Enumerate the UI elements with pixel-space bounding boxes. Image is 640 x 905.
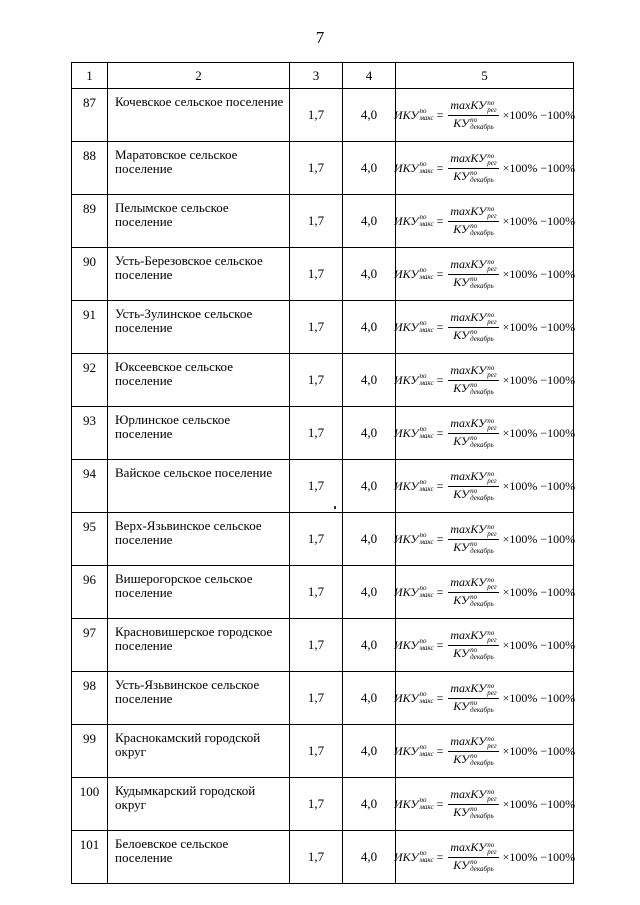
formula-lhs: ИКУ — [393, 107, 419, 122]
formula-tail: ×100% −100% — [502, 319, 576, 334]
formula-num-sup: по — [487, 628, 495, 637]
value-col-3: 1,7 — [290, 725, 343, 778]
formula-lhs-sub: макс — [419, 379, 434, 387]
row-number: 99 — [72, 725, 108, 778]
settlement-name: Красновишерское городское поселение — [108, 619, 290, 672]
formula-lhs-sup: по — [419, 372, 427, 380]
value-col-4: 4,0 — [343, 831, 396, 884]
settlement-name: Юрлинское сельское поселение — [108, 407, 290, 460]
formula-eq: = — [436, 107, 444, 122]
value-col-3: 1,7 — [290, 301, 343, 354]
formula-denominator: КУ — [453, 327, 470, 342]
formula-lhs-sup: по — [419, 637, 427, 645]
formula-eq: = — [436, 266, 444, 281]
formula-num-sup: по — [487, 734, 495, 743]
formula-eq: = — [436, 637, 444, 652]
formula-num-sub: рег — [487, 529, 497, 538]
formula-den-sub: декабрь — [470, 228, 494, 237]
value-col-4: 4,0 — [343, 248, 396, 301]
table-row — [72, 460, 574, 513]
formula-den-sup: по — [470, 327, 478, 336]
formula-lhs-sup: по — [419, 743, 427, 751]
table-row — [72, 778, 574, 831]
value-col-4: 4,0 — [343, 460, 396, 513]
formula-cell — [393, 460, 576, 513]
formula-lhs-sub: макс — [419, 750, 434, 758]
formula — [393, 469, 576, 502]
row-number: 95 — [72, 513, 108, 566]
formula-num-sup: по — [487, 416, 495, 425]
formula-num-sub: рег — [487, 741, 497, 750]
table-row — [72, 831, 574, 884]
table-row — [72, 89, 574, 142]
formula-lhs-sub: макс — [419, 220, 434, 228]
formula-cell — [393, 89, 576, 142]
formula-lhs-sup: по — [419, 319, 427, 327]
table-row — [72, 195, 574, 248]
formula-den-sub: декабрь — [470, 387, 494, 396]
formula-den-sup: по — [470, 274, 478, 283]
formula-denominator: КУ — [453, 857, 470, 872]
formula-numerator: maxКУ — [450, 681, 487, 696]
row-number: 90 — [72, 248, 108, 301]
formula-den-sub: декабрь — [470, 175, 494, 184]
formula-numerator: maxКУ — [450, 98, 487, 113]
formula — [393, 310, 576, 343]
formula-denominator: КУ — [453, 539, 470, 554]
formula-num-sub: рег — [487, 423, 497, 432]
formula-tail: ×100% −100% — [502, 637, 576, 652]
formula-denominator: КУ — [453, 115, 470, 130]
formula — [393, 575, 576, 608]
formula-den-sub: декабрь — [470, 652, 494, 661]
formula-lhs: ИКУ — [393, 531, 419, 546]
formula-den-sup: по — [470, 698, 478, 707]
formula-num-sup: по — [487, 840, 495, 849]
row-number: 101 — [72, 831, 108, 884]
formula-cell — [393, 725, 576, 778]
formula-numerator: maxКУ — [450, 787, 487, 802]
table-row — [72, 672, 574, 725]
formula-fraction — [448, 735, 498, 767]
formula-num-sub: рег — [487, 688, 497, 697]
formula-cell — [393, 566, 576, 619]
value-col-4: 4,0 — [343, 725, 396, 778]
formula-lhs-sub: макс — [419, 803, 434, 811]
formula-num-sup: по — [487, 522, 495, 531]
row-number: 97 — [72, 619, 108, 672]
formula-denominator: КУ — [453, 433, 470, 448]
formula-fraction — [448, 788, 498, 820]
formula-cell — [393, 778, 576, 831]
formula-tail: ×100% −100% — [502, 478, 576, 493]
settlement-name: Вайское сельское поселение — [108, 460, 290, 513]
value-col-4: 4,0 — [343, 142, 396, 195]
formula-fraction — [448, 311, 498, 343]
settlement-name: Усть-Язьвинское сельское поселение — [108, 672, 290, 725]
formula-num-sup: по — [487, 310, 495, 319]
formula-num-sup: по — [487, 98, 495, 107]
formula-den-sup: по — [470, 804, 478, 813]
formula-lhs-sup: по — [419, 213, 427, 221]
value-col-4: 4,0 — [343, 672, 396, 725]
header-col-5: 5 — [396, 63, 574, 89]
settlement-name: Кудымкарский городской округ — [108, 778, 290, 831]
formula-lhs-sup: по — [419, 584, 427, 592]
formula-eq: = — [436, 213, 444, 228]
value-col-3: 1,7 — [290, 248, 343, 301]
formula-numerator: maxКУ — [450, 575, 487, 590]
formula-lhs-sup: по — [419, 849, 427, 857]
formula-cell — [393, 672, 576, 725]
formula-lhs: ИКУ — [393, 849, 419, 864]
formula-lhs-sub: макс — [419, 644, 434, 652]
formula-tail: ×100% −100% — [502, 531, 576, 546]
formula-den-sup: по — [470, 221, 478, 230]
formula-num-sub: рег — [487, 635, 497, 644]
formula-denominator: КУ — [453, 804, 470, 819]
header-col-2: 2 — [108, 63, 290, 89]
formula-lhs: ИКУ — [393, 213, 419, 228]
formula-den-sub: декабрь — [470, 811, 494, 820]
formula-lhs: ИКУ — [393, 584, 419, 599]
row-number: 96 — [72, 566, 108, 619]
formula-den-sup: по — [470, 115, 478, 124]
formula-eq: = — [436, 372, 444, 387]
value-col-3: 1,7 — [290, 354, 343, 407]
formula-denominator: КУ — [453, 486, 470, 501]
formula-fraction — [448, 682, 498, 714]
settlement-name: Верх-Язьвинское сельское поселение — [108, 513, 290, 566]
formula-cell — [393, 354, 576, 407]
formula-cell — [393, 513, 576, 566]
formula-denominator: КУ — [453, 698, 470, 713]
formula-cell — [393, 248, 576, 301]
table-row — [72, 619, 574, 672]
formula-lhs-sub: макс — [419, 485, 434, 493]
settlement-name: Белоевское сельское поселение — [108, 831, 290, 884]
formula-num-sub: рег — [487, 211, 497, 220]
row-number: 89 — [72, 195, 108, 248]
header-col-4: 4 — [343, 63, 396, 89]
formula — [393, 628, 576, 661]
formula-lhs: ИКУ — [393, 319, 419, 334]
formula-numerator: maxКУ — [450, 628, 487, 643]
settlement-name: Пелымское сельское поселение — [108, 195, 290, 248]
formula-den-sub: декабрь — [470, 493, 494, 502]
formula — [393, 204, 576, 237]
value-col-3: 1,7 — [290, 619, 343, 672]
value-col-3: 1,7 — [290, 831, 343, 884]
formula-fraction — [448, 152, 498, 184]
formula — [393, 257, 576, 290]
value-col-4: 4,0 — [343, 195, 396, 248]
value-col-3: 1,7 — [290, 672, 343, 725]
formula-den-sup: по — [470, 168, 478, 177]
formula-fraction — [448, 258, 498, 290]
formula-num-sup: по — [487, 204, 495, 213]
table-row — [72, 248, 574, 301]
formula-lhs-sup: по — [419, 107, 427, 115]
formula-eq: = — [436, 743, 444, 758]
formula-eq: = — [436, 478, 444, 493]
formula — [393, 734, 576, 767]
formula-lhs-sub: макс — [419, 273, 434, 281]
formula-lhs-sup: по — [419, 690, 427, 698]
formula-num-sub: рег — [487, 847, 497, 856]
formula-fraction — [448, 841, 498, 873]
value-col-4: 4,0 — [343, 619, 396, 672]
formula-tail: ×100% −100% — [502, 372, 576, 387]
formula-den-sub: декабрь — [470, 122, 494, 131]
formula-lhs: ИКУ — [393, 372, 419, 387]
formula-lhs-sup: по — [419, 531, 427, 539]
formula-fraction — [448, 470, 498, 502]
formula-fraction — [448, 629, 498, 661]
formula-numerator: maxКУ — [450, 204, 487, 219]
formula-den-sup: по — [470, 486, 478, 495]
formula-lhs: ИКУ — [393, 425, 419, 440]
formula-tail: ×100% −100% — [502, 213, 576, 228]
formula-fraction — [448, 576, 498, 608]
formula — [393, 522, 576, 555]
formula — [393, 840, 576, 873]
formula-num-sub: рег — [487, 317, 497, 326]
value-col-3: 1,7 — [290, 142, 343, 195]
formula-eq: = — [436, 690, 444, 705]
formula-cell — [393, 619, 576, 672]
formula-tail: ×100% −100% — [502, 584, 576, 599]
formula-cell — [393, 301, 576, 354]
value-col-3: 1,7 — [290, 89, 343, 142]
value-col-3: 1,7 — [290, 460, 343, 513]
formula-den-sup: по — [470, 857, 478, 866]
formula-numerator: maxКУ — [450, 363, 487, 378]
page-number: 7 — [315, 28, 325, 47]
formula-lhs: ИКУ — [393, 266, 419, 281]
formula-numerator: maxКУ — [450, 734, 487, 749]
header-row — [72, 63, 574, 89]
formula-den-sub: декабрь — [470, 546, 494, 555]
value-col-3: 1,7 — [290, 195, 343, 248]
formula-lhs-sub: макс — [419, 538, 434, 546]
formula-denominator: КУ — [453, 751, 470, 766]
formula — [393, 363, 576, 396]
formula — [393, 98, 576, 131]
formula-tail: ×100% −100% — [502, 266, 576, 281]
formula-lhs: ИКУ — [393, 637, 419, 652]
row-number: 94 — [72, 460, 108, 513]
formula-num-sub: рег — [487, 158, 497, 167]
settlement-name: Юксеевское сельское поселение — [108, 354, 290, 407]
header-col-3: 3 — [290, 63, 343, 89]
formula-numerator: maxКУ — [450, 416, 487, 431]
formula-lhs-sub: макс — [419, 856, 434, 864]
formula-den-sub: декабрь — [470, 705, 494, 714]
formula-lhs: ИКУ — [393, 160, 419, 175]
value-col-3: 1,7 — [290, 566, 343, 619]
formula-num-sub: рег — [487, 476, 497, 485]
formula-lhs-sub: макс — [419, 432, 434, 440]
table-row — [72, 513, 574, 566]
formula-num-sup: по — [487, 257, 495, 266]
formula-den-sup: по — [470, 751, 478, 760]
formula-cell — [393, 831, 576, 884]
formula-eq: = — [436, 849, 444, 864]
value-col-4: 4,0 — [343, 513, 396, 566]
formula-lhs-sup: по — [419, 796, 427, 804]
value-col-3: 1,7 — [290, 513, 343, 566]
formula-eq: = — [436, 584, 444, 599]
table-row — [72, 407, 574, 460]
formula-lhs-sup: по — [419, 266, 427, 274]
formula-den-sub: декабрь — [470, 281, 494, 290]
row-number: 87 — [72, 89, 108, 142]
formula-num-sup: по — [487, 363, 495, 372]
formula-numerator: maxКУ — [450, 310, 487, 325]
formula-den-sub: декабрь — [470, 758, 494, 767]
formula-tail: ×100% −100% — [502, 425, 576, 440]
formula-lhs: ИКУ — [393, 743, 419, 758]
row-number: 98 — [72, 672, 108, 725]
formula-num-sub: рег — [487, 105, 497, 114]
formula-lhs-sub: макс — [419, 591, 434, 599]
formula-fraction — [448, 99, 498, 131]
formula-numerator: maxКУ — [450, 469, 487, 484]
formula — [393, 151, 576, 184]
value-col-4: 4,0 — [343, 89, 396, 142]
formula-den-sup: по — [470, 592, 478, 601]
value-col-3: 1,7 — [290, 407, 343, 460]
row-number: 100 — [72, 778, 108, 831]
settlement-name: Вишерогорское сельское поселение — [108, 566, 290, 619]
table-row — [72, 301, 574, 354]
formula-eq: = — [436, 319, 444, 334]
formula-denominator: КУ — [453, 645, 470, 660]
formula — [393, 787, 576, 820]
formula-lhs-sup: по — [419, 160, 427, 168]
formula-lhs-sub: макс — [419, 326, 434, 334]
formula-denominator: КУ — [453, 168, 470, 183]
settlement-name: Усть-Зулинское сельское поселение — [108, 301, 290, 354]
formula-lhs-sub: макс — [419, 114, 434, 122]
formula-numerator: maxКУ — [450, 522, 487, 537]
table-row — [72, 566, 574, 619]
formula-fraction — [448, 364, 498, 396]
value-col-4: 4,0 — [343, 407, 396, 460]
value-col-4: 4,0 — [343, 566, 396, 619]
scan-mark — [334, 506, 336, 509]
formula-tail: ×100% −100% — [502, 690, 576, 705]
settlement-name: Усть-Березовское сельское поселение — [108, 248, 290, 301]
formula — [393, 681, 576, 714]
formula-den-sup: по — [470, 539, 478, 548]
formula-eq: = — [436, 425, 444, 440]
formula-denominator: КУ — [453, 221, 470, 236]
row-number: 92 — [72, 354, 108, 407]
formula-lhs-sub: макс — [419, 167, 434, 175]
formula-fraction — [448, 417, 498, 449]
row-number: 91 — [72, 301, 108, 354]
formula-denominator: КУ — [453, 592, 470, 607]
formula-lhs-sub: макс — [419, 697, 434, 705]
formula-lhs: ИКУ — [393, 690, 419, 705]
formula-cell — [393, 142, 576, 195]
formula — [393, 416, 576, 449]
formula-num-sub: рег — [487, 794, 497, 803]
table-row — [72, 725, 574, 778]
formula-tail: ×100% −100% — [502, 160, 576, 175]
formula-eq: = — [436, 160, 444, 175]
value-col-4: 4,0 — [343, 354, 396, 407]
header-col-1: 1 — [72, 63, 108, 89]
formula-tail: ×100% −100% — [502, 743, 576, 758]
settlement-name: Кочевское сельское поселение — [108, 89, 290, 142]
formula-tail: ×100% −100% — [502, 796, 576, 811]
formula-den-sub: декабрь — [470, 334, 494, 343]
value-col-4: 4,0 — [343, 301, 396, 354]
formula-fraction — [448, 523, 498, 555]
row-number: 93 — [72, 407, 108, 460]
formula-denominator: КУ — [453, 380, 470, 395]
formula-denominator: КУ — [453, 274, 470, 289]
formula-cell — [393, 195, 576, 248]
formula-num-sub: рег — [487, 264, 497, 273]
settlement-name: Маратовское сельское поселение — [108, 142, 290, 195]
settlement-name: Краснокамский городской округ — [108, 725, 290, 778]
formula-tail: ×100% −100% — [502, 107, 576, 122]
table-row — [72, 142, 574, 195]
formula-numerator: maxКУ — [450, 257, 487, 272]
formula-num-sup: по — [487, 681, 495, 690]
formula-num-sup: по — [487, 787, 495, 796]
formula-lhs: ИКУ — [393, 478, 419, 493]
formula-lhs-sup: по — [419, 478, 427, 486]
formula-eq: = — [436, 531, 444, 546]
formula-fraction — [448, 205, 498, 237]
formula-tail: ×100% −100% — [502, 849, 576, 864]
formula-lhs-sup: по — [419, 425, 427, 433]
formula-den-sup: по — [470, 645, 478, 654]
table-row — [72, 354, 574, 407]
formula-den-sup: по — [470, 380, 478, 389]
formula-num-sub: рег — [487, 582, 497, 591]
settlements-table — [71, 62, 574, 884]
formula-num-sup: по — [487, 151, 495, 160]
formula-num-sup: по — [487, 469, 495, 478]
formula-eq: = — [436, 796, 444, 811]
formula-lhs: ИКУ — [393, 796, 419, 811]
formula-den-sup: по — [470, 433, 478, 442]
formula-numerator: maxКУ — [450, 151, 487, 166]
row-number: 88 — [72, 142, 108, 195]
formula-den-sub: декабрь — [470, 864, 494, 873]
formula-cell — [393, 407, 576, 460]
formula-den-sub: декабрь — [470, 599, 494, 608]
value-col-4: 4,0 — [343, 778, 396, 831]
value-col-3: 1,7 — [290, 778, 343, 831]
formula-den-sub: декабрь — [470, 440, 494, 449]
formula-num-sub: рег — [487, 370, 497, 379]
formula-numerator: maxКУ — [450, 840, 487, 855]
formula-num-sup: по — [487, 575, 495, 584]
